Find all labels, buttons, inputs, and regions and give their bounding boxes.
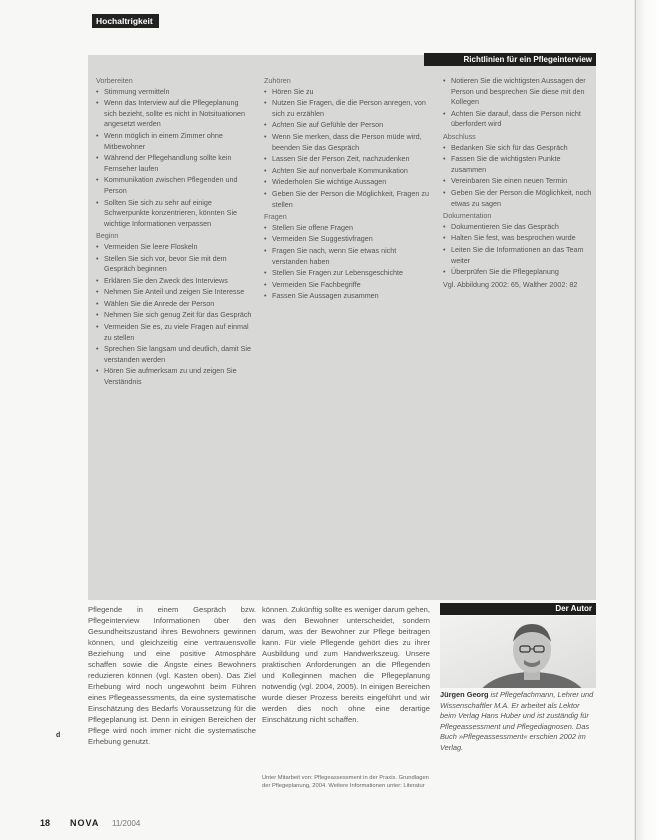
page-fold-shadow xyxy=(634,0,662,840)
column-heading: Beginn xyxy=(96,231,119,241)
list-item: • Achten Sie auf Gefühle der Person xyxy=(264,120,432,131)
article-body-column-2: können. Zukünftig sollte es weniger darum gehen, was den Bewohner unterscheidet, sondern darum, was der Bewohner zur Pflege beitragen kann. Für viele Pflegende gehört dies zu ihrer Ausbildung und zum Handwerkszeug. Unsere praktischen Anforderungen an die Pflegenden und Kolleginnen machen die Pflegeplanung notwendig (vgl. 2004, 2005). In einigen Bereichen wurde dieser Prozess bereits eingeführt und wir werden dies noch ohne eine derartige Einschätzung nicht schaffen. xyxy=(262,605,431,724)
guidelines-column-3 xyxy=(443,76,593,290)
list-item: • Wählen Sie die Anrede der Person xyxy=(96,299,252,310)
column-heading: Zuhören xyxy=(264,76,291,85)
list-item: • Kommunikation zwischen Pflegenden und Person xyxy=(96,175,252,196)
author-box-title: Der Autor xyxy=(440,603,596,615)
list-item: • Stimmung vermitteln xyxy=(96,87,252,98)
author-bio xyxy=(440,690,596,754)
article-body-column-1: Pflegende in einem Gespräch bzw. Pflegeinterview Informationen über den Gesundheitszustand ihres Bewohners gewinnen können, und gleichzeitig eine vertrauensvolle Beziehung und eine positive Atmosphäre schaffen sowie die Ängste eines Bewohners reduzieren können (vgl. Kasten oben). Das Ziel Erhebung wird noch ungewohnt beim Führen eines Pflegeassessments, da eine systematische Einschätzung des Bedarfs Voraussetzung für die Pflegeplanung ist. Denn in einigen Bereichen der Pflege wird noch immer nicht die systematische Erhebung genutzt. xyxy=(88,605,256,746)
page-fold-line xyxy=(635,0,636,840)
list-item: • Vermeiden Sie Fachbegriffe xyxy=(264,280,432,291)
list-item: • Erklären Sie den Zweck des Interviews xyxy=(96,276,252,287)
list-item: • Geben Sie der Person die Möglichkeit, Fragen zu stellen xyxy=(264,189,432,210)
guidelines-list xyxy=(96,87,252,230)
issue-number: 11/2004 xyxy=(112,819,141,828)
author-photo xyxy=(440,616,596,688)
list-item: • Hören Sie aufmerksam zu und zeigen Sie Verständnis xyxy=(96,366,252,387)
footnote: Unter Mitarbeit von: Pflegeassessment in der Praxis. Grundlagen der Pflegeplanung, 2004. Weitere Informationen unter: Literatur xyxy=(262,775,429,789)
list-item: • Vereinbaren Sie einen neuen Termin xyxy=(443,176,593,187)
column-heading: Abschluss xyxy=(443,131,476,141)
list-item: • Fassen Sie Aussagen zusammen xyxy=(264,291,432,302)
list-item: • Sprechen Sie langsam und deutlich, damit Sie verstanden werden xyxy=(96,344,252,365)
guidelines-box-title: Richtlinien für ein Pflegeinterview xyxy=(424,53,596,66)
list-item: • Vermeiden Sie Suggestivfragen xyxy=(264,234,432,245)
list-item: • Halten Sie fest, was besprochen wurde xyxy=(443,233,593,244)
column-heading: Vorbereiten xyxy=(96,76,133,85)
side-tab-letter: d xyxy=(56,732,61,739)
list-item: • Nehmen Sie sich genug Zeit für das Gespräch xyxy=(96,310,252,321)
list-item: • Hören Sie zu xyxy=(264,87,432,98)
side-tab xyxy=(56,730,66,800)
column-heading: Fragen xyxy=(264,212,287,222)
list-item: • Leiten Sie die Informationen an das Team weiter xyxy=(443,245,593,266)
list-item: • Nutzen Sie Fragen, die die Person anregen, von sich zu erzählen xyxy=(264,98,432,119)
list-item: • Wenn möglich in einem Zimmer ohne Mitbewohner xyxy=(96,131,252,152)
list-item: • Stellen Sie offene Fragen xyxy=(264,223,432,234)
author-portrait-illustration xyxy=(440,616,596,688)
guidelines-list xyxy=(264,87,432,211)
list-item: • Wenn das Interview auf die Pflegeplanung sich bezieht, sollte es nicht in Notsituationen angesetzt werden xyxy=(96,98,252,130)
guidelines-column-1 xyxy=(96,76,252,390)
author-bio-text: ist Pflegefachmann, Lehrer und Wissenschaftler M.A. Er arbeitet als Lektor beim Verlag Hans Huber und ist zuständig für Pflegeassessment und Pflegediagnosen. Das Buch »Pflegeassessment« erschien 2002 im Verlag. xyxy=(440,690,594,752)
list-item: • Während der Pflegehandlung sollte kein Fernseher laufen xyxy=(96,153,252,174)
guidelines-list xyxy=(264,223,432,302)
list-item: • Wenn Sie merken, dass die Person müde wird, beenden Sie das Gespräch xyxy=(264,132,432,153)
list-item: • Dokumentieren Sie das Gespräch xyxy=(443,222,593,233)
list-item: • Wiederholen Sie wichtige Aussagen xyxy=(264,177,432,188)
list-item: • Bedanken Sie sich für das Gespräch xyxy=(443,143,593,154)
guidelines-list xyxy=(443,143,593,210)
section-rubric: Hochaltrigkeit xyxy=(92,14,159,28)
list-item: • Stellen Sie sich vor, bevor Sie mit dem Gespräch beginnen xyxy=(96,254,252,275)
list-item: • Stellen Sie Fragen zur Lebensgeschichte xyxy=(264,268,432,279)
list-item: • Vermeiden Sie es, zu viele Fragen auf einmal zu stellen xyxy=(96,322,252,343)
list-item: • Geben Sie der Person die Möglichkeit, noch etwas zu sagen xyxy=(443,188,593,209)
page-number: 18 xyxy=(40,818,51,828)
column-heading: Dokumentation xyxy=(443,211,492,221)
list-item: • Notieren Sie die wichtigsten Aussagen der Person und besprechen Sie diese mit den Kollegen xyxy=(443,76,593,108)
list-item: • Achten Sie darauf, dass die Person nicht überfordert wird xyxy=(443,109,593,130)
list-item: • Sollten Sie sich zu sehr auf einige Schwerpunkte konzentrieren, könnten Sie wichtige Informationen verpassen xyxy=(96,198,252,230)
list-item: • Fragen Sie nach, wenn Sie etwas nicht verstanden haben xyxy=(264,246,432,267)
list-item: • Achten Sie auf nonverbale Kommunikation xyxy=(264,166,432,177)
list-item: • Überprüfen Sie die Pflegeplanung xyxy=(443,267,593,278)
list-item: • Nehmen Sie Anteil und zeigen Sie Interesse xyxy=(96,287,252,298)
guidelines-list xyxy=(443,76,593,130)
list-item: • Lassen Sie der Person Zeit, nachzudenken xyxy=(264,154,432,165)
guidelines-list xyxy=(96,242,252,388)
source-reference: Vgl. Abbildung 2002: 65, Walther 2002: 82 xyxy=(443,279,578,289)
list-item: • Vermeiden Sie leere Floskeln xyxy=(96,242,252,253)
magazine-name: NOVA xyxy=(70,818,100,828)
list-item: • Fassen Sie die wichtigsten Punkte zusammen xyxy=(443,154,593,175)
guidelines-column-2 xyxy=(264,76,432,304)
author-name: Jürgen Georg xyxy=(440,690,489,699)
guidelines-list xyxy=(443,222,593,278)
